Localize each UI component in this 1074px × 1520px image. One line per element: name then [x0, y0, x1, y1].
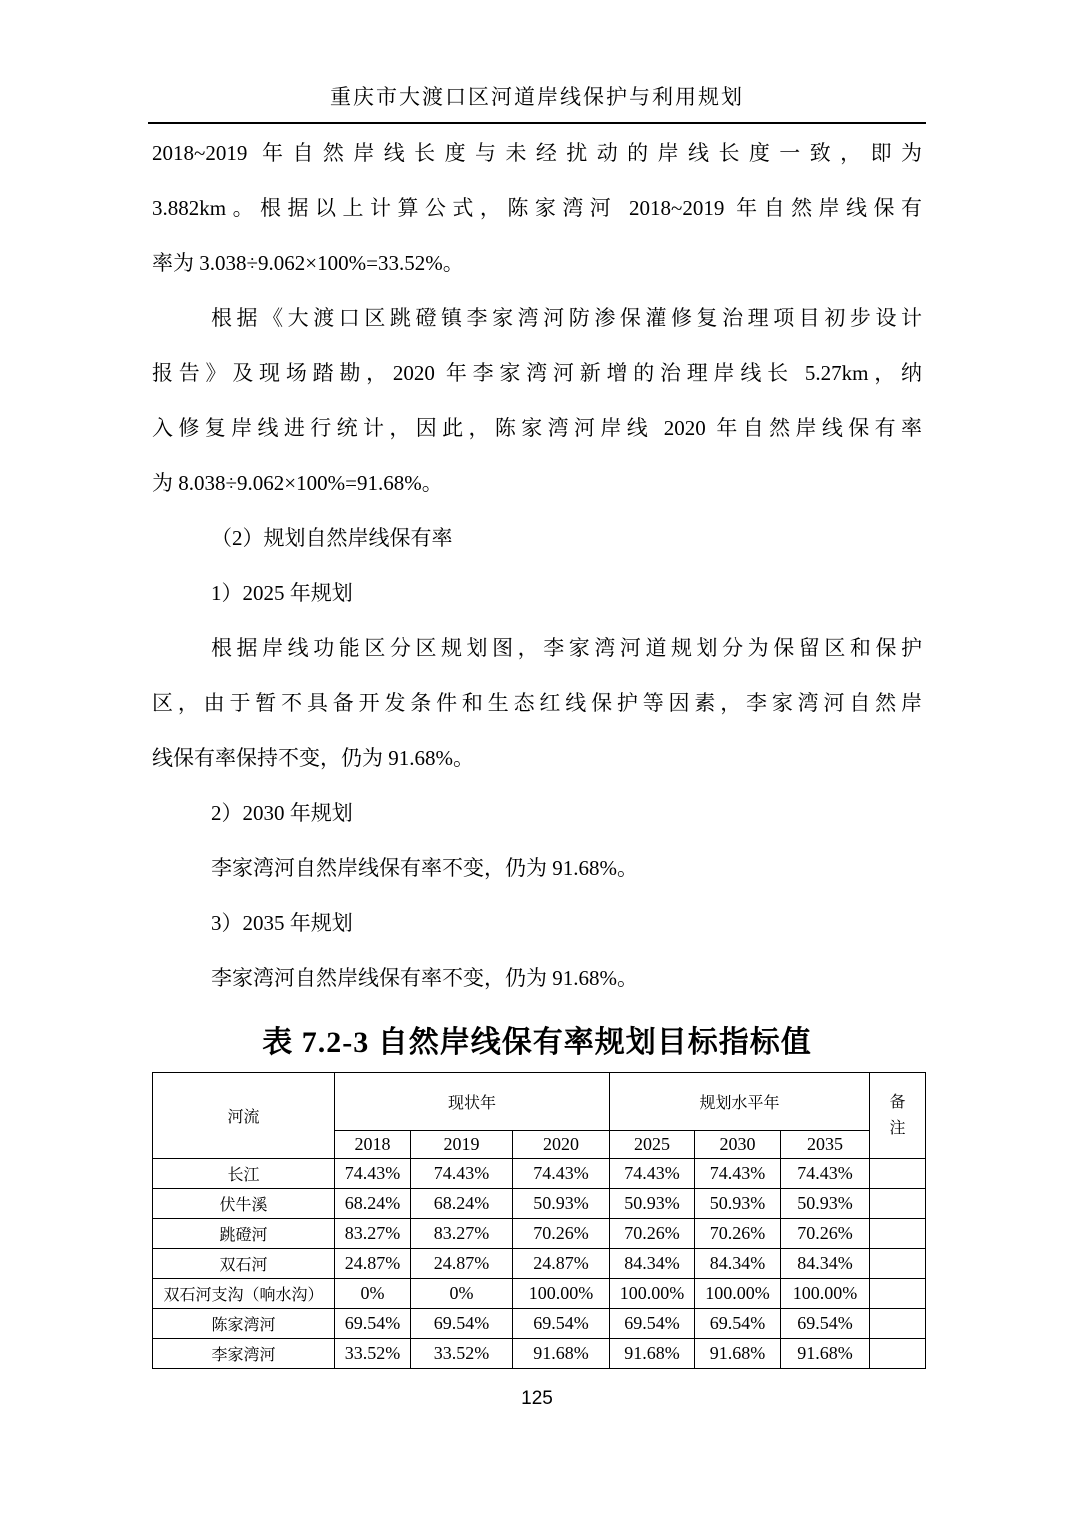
body-line: 根据岸线功能区分区规划图，李家湾河道规划分为保留区和保护: [211, 636, 922, 660]
table-row: [153, 1249, 926, 1279]
value-cell: 0%: [411, 1279, 513, 1309]
remark-label: 备注: [889, 1093, 906, 1137]
remark-cell: [870, 1249, 926, 1279]
value-cell: 74.43%: [695, 1159, 781, 1189]
river-cell: 双石河: [153, 1249, 335, 1279]
body-line: 3）2035 年规划: [211, 911, 353, 935]
body-line: 根据《大渡口区跳磴镇李家湾河防渗保灌修复治理项目初步设计: [211, 306, 922, 330]
value-cell: 69.54%: [411, 1309, 513, 1339]
river-cell: 陈家湾河: [153, 1309, 335, 1339]
body-line: 2018~2019 年自然岸线长度与未经扰动的岸线长度一致，即为: [152, 141, 922, 165]
page-footer: [0, 1388, 1074, 1410]
river-cell: 双石河支沟（响水沟）: [153, 1279, 335, 1309]
table-row: [153, 1279, 926, 1309]
value-cell: 50.93%: [610, 1189, 695, 1219]
value-cell: 74.43%: [513, 1159, 610, 1189]
value-cell: 50.93%: [781, 1189, 870, 1219]
body-line: （2）规划自然岸线保有率: [211, 526, 453, 550]
page-header: [148, 80, 926, 124]
body-line: 为 8.038÷9.062×100%=91.68%。: [152, 471, 443, 495]
value-cell: 69.54%: [781, 1309, 870, 1339]
value-cell: 84.34%: [695, 1249, 781, 1279]
value-cell: 69.54%: [335, 1309, 411, 1339]
value-cell: 24.87%: [411, 1249, 513, 1279]
col-header-river: 河流: [153, 1073, 335, 1159]
table-row: [153, 1339, 926, 1369]
value-cell: 0%: [335, 1279, 411, 1309]
river-cell: 长江: [153, 1159, 335, 1189]
value-cell: 68.24%: [335, 1189, 411, 1219]
table-row: [153, 1219, 926, 1249]
col-header-year: 2030: [695, 1131, 781, 1159]
value-cell: 50.93%: [695, 1189, 781, 1219]
river-cell: 伏牛溪: [153, 1189, 335, 1219]
body-line: 入修复岸线进行统计，因此，陈家湾河岸线 2020 年自然岸线保有率: [152, 416, 922, 440]
value-cell: 74.43%: [411, 1159, 513, 1189]
value-cell: 100.00%: [781, 1279, 870, 1309]
river-cell: 李家湾河: [153, 1339, 335, 1369]
table-row: [153, 1159, 926, 1189]
body-line: 李家湾河自然岸线保有率不变，仍为 91.68%。: [211, 856, 638, 880]
value-cell: 100.00%: [513, 1279, 610, 1309]
value-cell: 84.34%: [610, 1249, 695, 1279]
value-cell: 91.68%: [781, 1339, 870, 1369]
body-line: 线保有率保持不变，仍为 91.68%。: [152, 746, 474, 770]
table-row: [153, 1189, 926, 1219]
col-header-remark: [870, 1073, 926, 1159]
document-body: [152, 126, 922, 1006]
table-caption: 表 7.2-3 自然岸线保有率规划目标指标值: [262, 1026, 812, 1059]
col-header-plan: 规划水平年: [610, 1073, 870, 1131]
value-cell: 70.26%: [513, 1219, 610, 1249]
remark-cell: [870, 1309, 926, 1339]
value-cell: 69.54%: [695, 1309, 781, 1339]
value-cell: 24.87%: [513, 1249, 610, 1279]
value-cell: 70.26%: [610, 1219, 695, 1249]
value-cell: 70.26%: [781, 1219, 870, 1249]
value-cell: 69.54%: [513, 1309, 610, 1339]
remark-cell: [870, 1219, 926, 1249]
remark-cell: [870, 1159, 926, 1189]
value-cell: 69.54%: [610, 1309, 695, 1339]
indicator-table: [152, 1072, 926, 1369]
body-line: 1）2025 年规划: [211, 581, 353, 605]
body-line: 区，由于暂不具备开发条件和生态红线保护等因素，李家湾河自然岸: [152, 691, 922, 715]
value-cell: 83.27%: [335, 1219, 411, 1249]
page-header-title: 重庆市大渡口区河道岸线保护与利用规划: [330, 85, 744, 109]
value-cell: 74.43%: [335, 1159, 411, 1189]
remark-cell: [870, 1339, 926, 1369]
river-cell: 跳磴河: [153, 1219, 335, 1249]
body-line: 2）2030 年规划: [211, 801, 353, 825]
col-header-status: 现状年: [335, 1073, 610, 1131]
remark-cell: [870, 1189, 926, 1219]
value-cell: 70.26%: [695, 1219, 781, 1249]
value-cell: 33.52%: [335, 1339, 411, 1369]
value-cell: 68.24%: [411, 1189, 513, 1219]
col-header-year: 2019: [411, 1131, 513, 1159]
value-cell: 74.43%: [781, 1159, 870, 1189]
value-cell: 50.93%: [513, 1189, 610, 1219]
col-header-year: 2020: [513, 1131, 610, 1159]
remark-cell: [870, 1279, 926, 1309]
value-cell: 74.43%: [610, 1159, 695, 1189]
col-header-year: 2035: [781, 1131, 870, 1159]
value-cell: 33.52%: [411, 1339, 513, 1369]
value-cell: 91.68%: [513, 1339, 610, 1369]
value-cell: 91.68%: [695, 1339, 781, 1369]
body-line: 3.882km。根据以上计算公式，陈家湾河 2018~2019 年自然岸线保有: [152, 196, 922, 220]
page-number: 125: [521, 1388, 553, 1409]
value-cell: 91.68%: [610, 1339, 695, 1369]
col-header-year: 2018: [335, 1131, 411, 1159]
value-cell: 100.00%: [610, 1279, 695, 1309]
value-cell: 83.27%: [411, 1219, 513, 1249]
body-line: 李家湾河自然岸线保有率不变，仍为 91.68%。: [211, 966, 638, 990]
body-line: 报告》及现场踏勘，2020 年李家湾河新增的治理岸线长 5.27km，纳: [152, 361, 922, 385]
body-line: 率为 3.038÷9.062×100%=33.52%。: [152, 251, 464, 275]
value-cell: 24.87%: [335, 1249, 411, 1279]
value-cell: 84.34%: [781, 1249, 870, 1279]
col-header-year: 2025: [610, 1131, 695, 1159]
value-cell: 100.00%: [695, 1279, 781, 1309]
table-row: [153, 1309, 926, 1339]
